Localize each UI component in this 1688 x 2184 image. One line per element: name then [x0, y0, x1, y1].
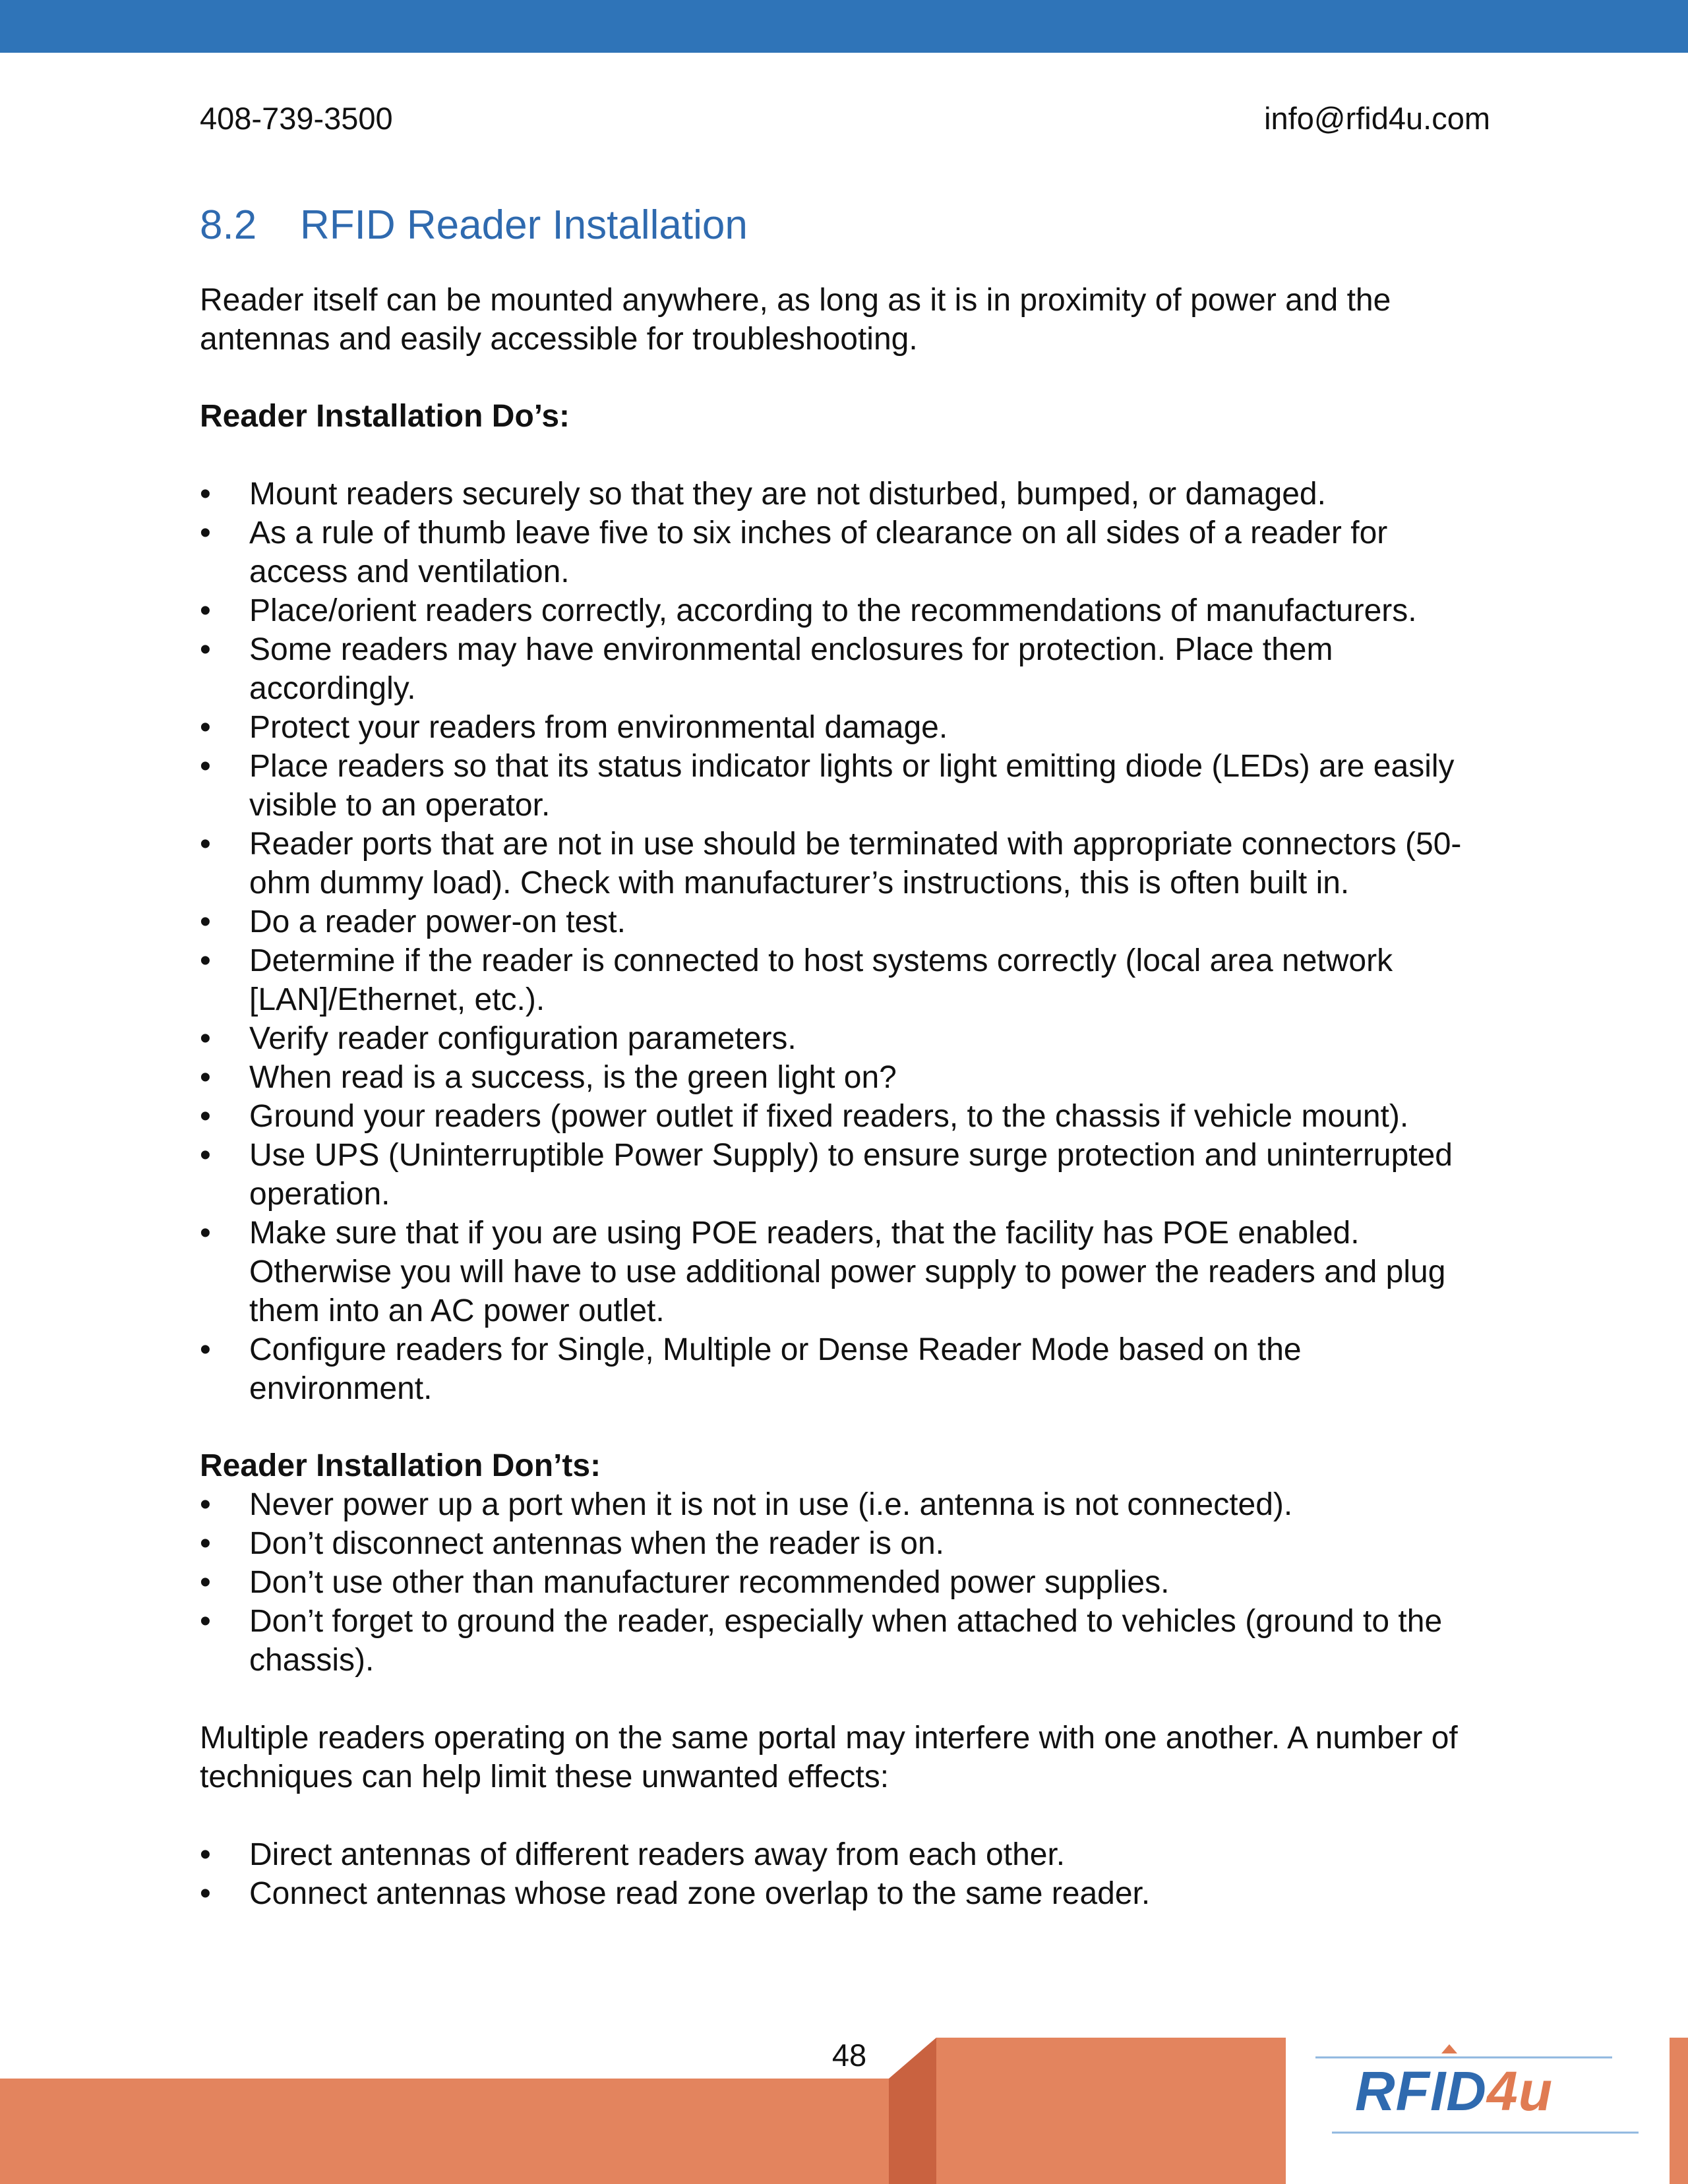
list-item: • Direct antennas of different readers away from each other.: [200, 1835, 1492, 1874]
list-item: • Ground your readers (power outlet if fixed readers, to the chassis if vehicle mount).: [200, 1097, 1492, 1136]
rfid4u-logo: RFID4u: [1355, 2060, 1553, 2122]
page-content: [200, 199, 1492, 1913]
list-item: • Don’t disconnect antennas when the reader is on.: [200, 1524, 1492, 1563]
footer-band-right: [936, 2038, 1286, 2184]
footer-band-left: [0, 2079, 889, 2184]
list-item: • Determine if the reader is connected to host systems correctly (local area network [LAN]/Ethernet, etc.).: [200, 941, 1492, 1019]
interference-paragraph: Multiple readers operating on the same portal may interfere with one another. A number of techniques can help limit these unwanted effects:: [200, 1721, 1458, 1794]
dos-list: [200, 475, 1492, 1408]
list-item: • Place/orient readers correctly, according to the recommendations of manufacturers.: [200, 591, 1492, 630]
logo-triangle-icon: [1441, 2044, 1457, 2053]
interference-list: [200, 1835, 1492, 1913]
header-phone: 408-739-3500: [200, 101, 393, 136]
list-item: • Verify reader configuration parameters.: [200, 1019, 1492, 1058]
donts-list: [200, 1485, 1492, 1680]
list-item: • Place readers so that its status indicator lights or light emitting diode (LEDs) are easily visible to an operator.: [200, 747, 1492, 825]
section-heading: [200, 199, 1492, 252]
list-item: • Never power up a port when it is not in use (i.e. antenna is not connected).: [200, 1485, 1492, 1524]
section-title: RFID Reader Installation: [300, 202, 748, 248]
dos-heading: Reader Installation Do’s:: [200, 399, 570, 434]
list-item: • Don’t forget to ground the reader, especially when attached to vehicles (ground to the chassis).: [200, 1602, 1492, 1680]
list-item: • Make sure that if you are using POE readers, that the facility has POE enabled. Otherwise you will have to use additional power supply to power the readers and plug them into an AC power outlet.: [200, 1214, 1492, 1330]
list-item: • Protect your readers from environmental damage.: [200, 708, 1492, 747]
footer-edge-bar: [1670, 2038, 1688, 2184]
list-item: • Don’t use other than manufacturer recommended power supplies.: [200, 1563, 1492, 1602]
header-email: info@rfid4u.com: [1264, 101, 1490, 136]
list-item: • Reader ports that are not in use should be terminated with appropriate connectors (50-ohm dummy load). Check with manufacturer’s instructions, this is often built in.: [200, 825, 1492, 902]
donts-heading: Reader Installation Don’ts:: [200, 1448, 601, 1483]
section-number: 8.2: [200, 202, 257, 248]
list-item: • Use UPS (Uninterruptible Power Supply) to ensure surge protection and uninterrupted operation.: [200, 1136, 1492, 1214]
header-bar: [0, 0, 1688, 53]
list-item: • Do a reader power-on test.: [200, 902, 1492, 941]
list-item: • As a rule of thumb leave five to six inches of clearance on all sides of a reader for access and ventilation.: [200, 514, 1492, 591]
intro-paragraph: Reader itself can be mounted anywhere, as long as it is in proximity of power and the antennas and easily accessible for troubleshooting.: [200, 283, 1391, 357]
list-item: • Some readers may have environmental enclosures for protection. Place them accordingly.: [200, 630, 1492, 708]
list-item: • Configure readers for Single, Multiple or Dense Reader Mode based on the environment.: [200, 1330, 1492, 1408]
footer-fold: [889, 2038, 936, 2184]
list-item: • Mount readers securely so that they are not disturbed, bumped, or damaged.: [200, 475, 1492, 514]
list-item: • Connect antennas whose read zone overlap to the same reader.: [200, 1874, 1492, 1913]
list-item: • When read is a success, is the green light on?: [200, 1058, 1492, 1097]
